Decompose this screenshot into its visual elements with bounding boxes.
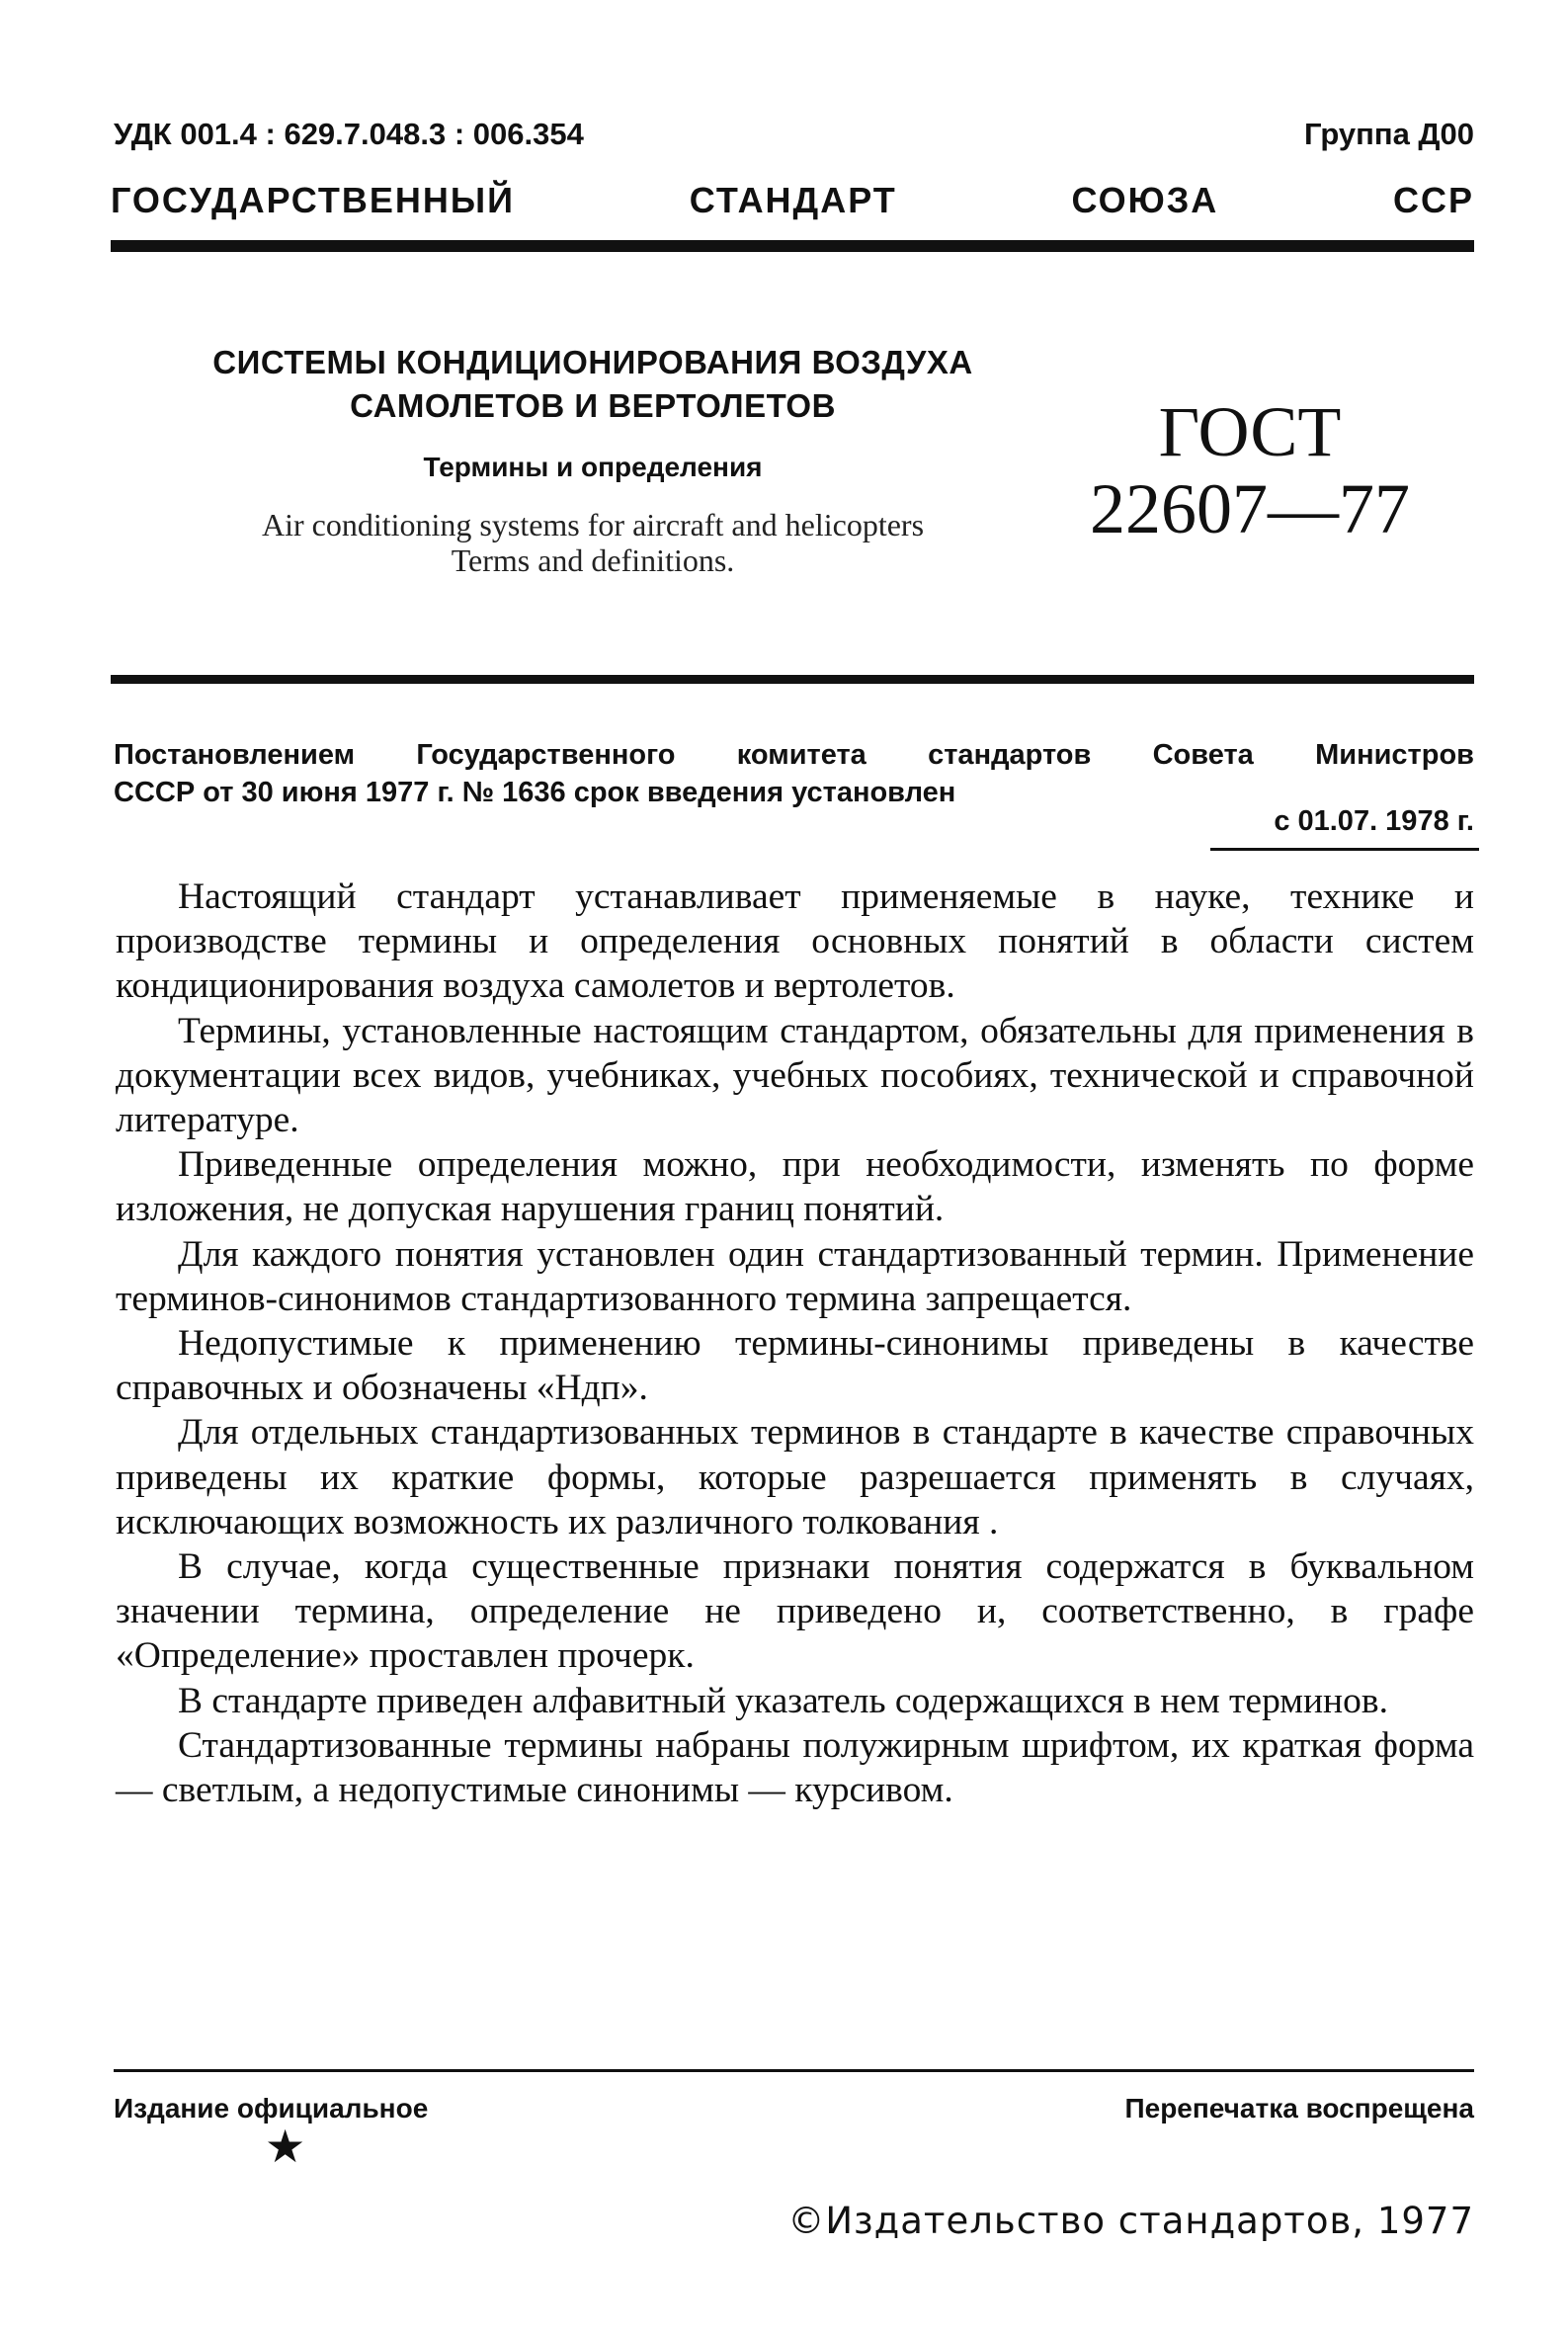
paragraph: Приведенные определения можно, при необходимости, изменять по форме изложения, не допуская нарушения границ понятий.: [116, 1144, 1474, 1230]
decree-line-1: Постановлением Государственного комитета стандартов Совета Министров: [114, 739, 1474, 771]
copyright: ©Издательство стандартов, 1977: [787, 2200, 1474, 2242]
title-ru-line-1: СИСТЕМЫ КОНДИЦИОНИРОВАНИЯ ВОЗДУХА: [212, 344, 973, 380]
state-standard-banner: ГОСУДАРСТВЕННЫЙ СТАНДАРТ СОЮЗА ССР: [111, 180, 1474, 220]
paragraph: Для каждого понятия установлен один стандартизованный термин. Применение терминов-синонимов стандартизованного термина запрещается.: [116, 1233, 1474, 1319]
gost-label: ГОСТ: [1158, 392, 1342, 471]
paragraph: Термины, установленные настоящим стандартом, обязательны для применения в документации всех видов, учебниках, учебных пособиях, технической и справочной литературе.: [116, 1010, 1474, 1141]
gost-number: 22607—77: [1090, 469, 1410, 548]
group-code: Группа Д00: [1303, 117, 1474, 151]
title-block: [148, 341, 1037, 578]
title-en-line-1: Air conditioning systems for aircraft and helicopters: [261, 507, 925, 542]
effective-date-underline: [1210, 848, 1479, 851]
gost-designation: [1087, 393, 1413, 547]
title-en-line-2: Terms and definitions.: [451, 542, 735, 578]
paragraph: Для отдельных стандартизованных терминов в стандарте в качестве справочных приведены их краткие формы, которые разрешается применять в случаях, исключающих возможность их различного толкования .: [116, 1412, 1474, 1542]
reprint-prohibited-note: Перепечатка воспрещена: [1124, 2093, 1474, 2124]
decree-block: [114, 736, 1474, 811]
paragraph: В случае, когда существенные признаки понятия содержатся в буквальном значении термина, определение не приведено и, соответственно, в графе «Определение» проставлен прочерк.: [116, 1546, 1474, 1677]
subtitle: Термины и определения: [423, 452, 763, 482]
effective-date: с 01.07. 1978 г.: [1274, 805, 1474, 837]
bottom-divider: [114, 2069, 1474, 2072]
udk-code: УДК 001.4 : 629.7.048.3 : 006.354: [114, 117, 584, 151]
top-divider: [111, 240, 1474, 252]
paragraph: Недопустимые к применению термины-синонимы приведены в качестве справочных и обозначены «Ндп».: [116, 1323, 1474, 1409]
official-edition-note: Издание официальное: [114, 2093, 429, 2124]
paragraph: Стандартизованные термины набраны полужирным шрифтом, их краткая форма — светлым, а недопустимые синонимы — курсивом.: [116, 1724, 1474, 1811]
decree-line-2: СССР от 30 июня 1977 г. № 1636 срок введения установлен: [114, 777, 956, 808]
body-text: [116, 874, 1474, 1812]
title-ru-line-2: САМОЛЕТОВ И ВЕРТОЛЕТОВ: [350, 387, 836, 424]
paragraph: В стандарте приведен алфавитный указатель содержащихся в нем терминов.: [178, 1680, 1388, 1721]
paragraph: Настоящий стандарт устанавливает применяемые в науке, технике и производстве термины и определения основных понятий в области систем кондиционирования воздуха самолетов и вертолетов.: [116, 876, 1474, 1007]
middle-divider: [111, 675, 1474, 684]
star-icon: ★: [265, 2122, 306, 2172]
